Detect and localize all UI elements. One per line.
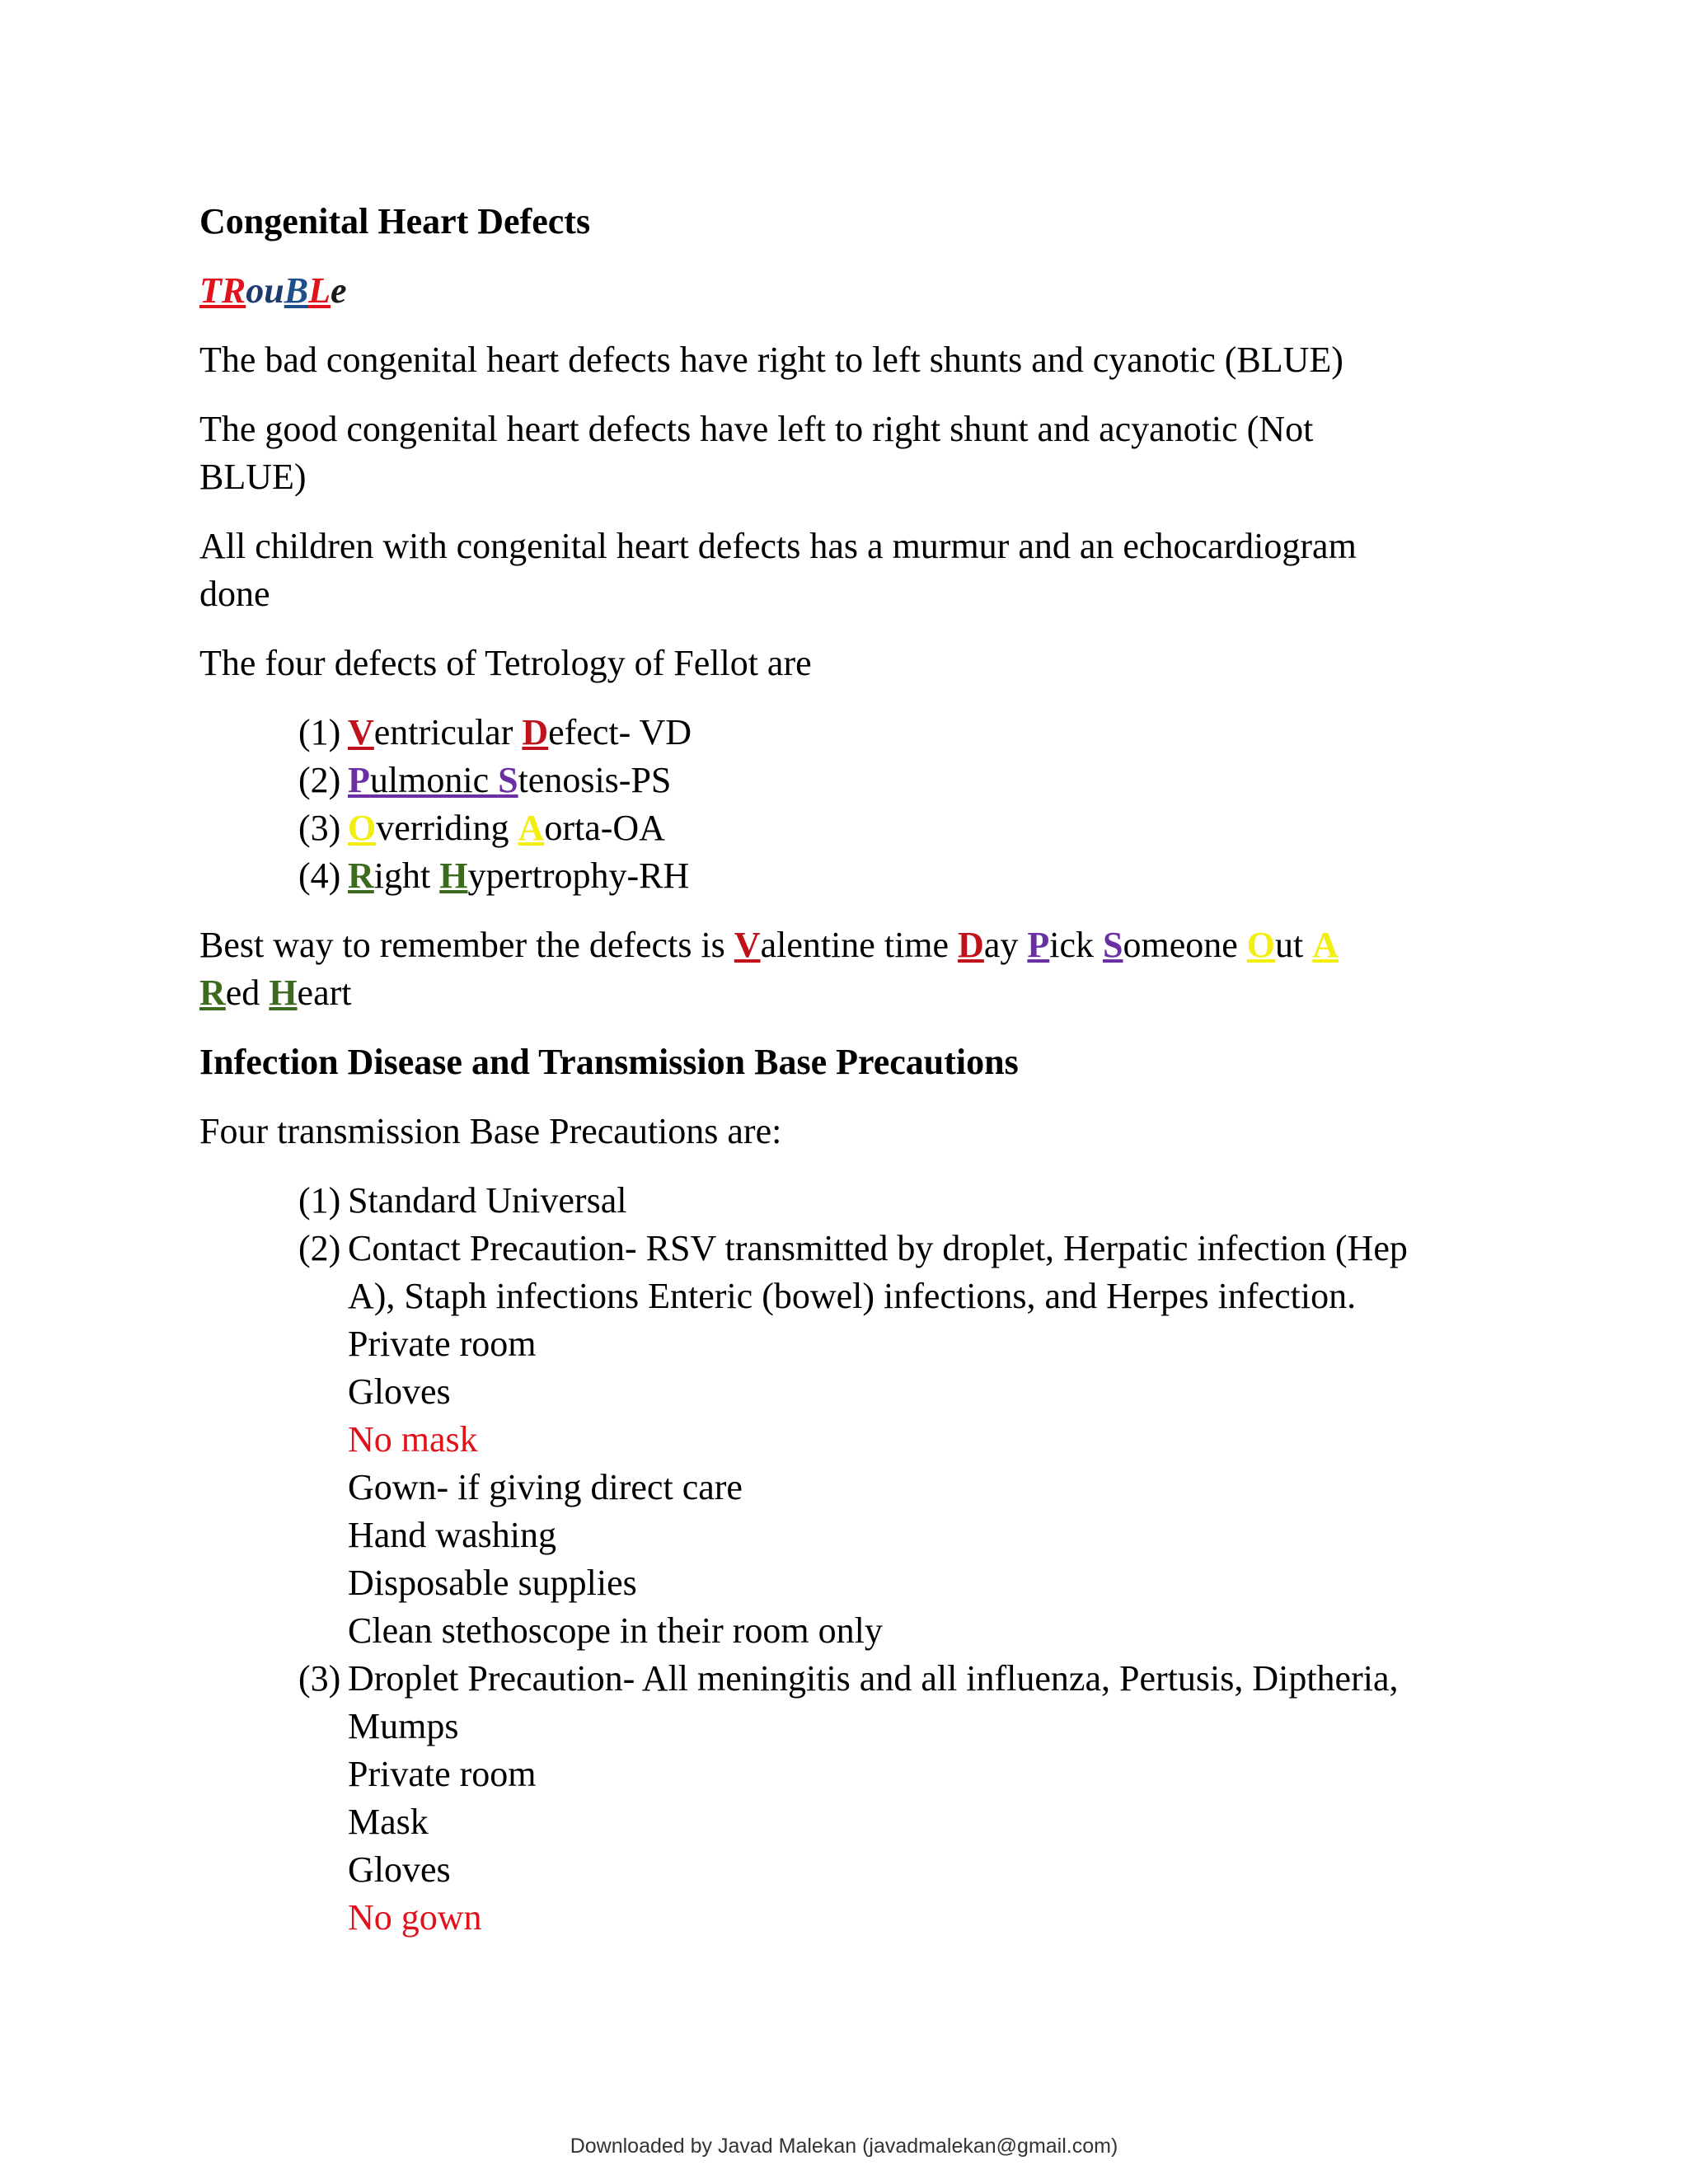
mnemonic-letter-t: T — [199, 270, 222, 311]
tetralogy-defects-list — [199, 709, 1502, 900]
sub-item: Gloves — [348, 1371, 451, 1412]
mnemonic-letter: H — [269, 972, 298, 1013]
text-fragment: ypertrophy-RH — [467, 855, 690, 896]
sub-item: Disposable supplies — [348, 1563, 637, 1603]
paragraph-line: BLUE) — [199, 457, 307, 497]
sub-item: Gloves — [348, 1849, 451, 1890]
text-fragment: ulmonic — [369, 760, 499, 800]
mnemonic-letter-r: R — [221, 270, 246, 311]
text-fragment: ight — [373, 855, 440, 896]
paragraph-good-defects — [199, 405, 1502, 501]
paragraph-precautions-intro: Four transmission Base Precautions are: — [199, 1111, 782, 1151]
list-number: (2) — [298, 760, 341, 800]
list-item — [298, 1177, 1502, 1225]
sub-item: Private room — [348, 1324, 537, 1364]
precautions-list — [199, 1177, 1502, 1942]
list-number: (3) — [298, 1658, 341, 1699]
text-fragment: tenosis-PS — [518, 760, 672, 800]
text-fragment: ut — [1275, 925, 1313, 965]
text-fragment: omeone — [1123, 925, 1247, 965]
mnemonic-letter: O — [348, 808, 377, 848]
mnemonic-letter: R — [199, 972, 226, 1013]
list-number: (2) — [298, 1228, 341, 1268]
heading-congenital-heart-defects: Congenital Heart Defects — [199, 201, 591, 241]
sub-item: Gown- if giving direct care — [348, 1467, 743, 1507]
sub-item: Hand washing — [348, 1515, 556, 1555]
text-fragment: orta-OA — [544, 808, 665, 848]
text-fragment: efect- VD — [548, 712, 692, 752]
mnemonic-letter: A — [1312, 925, 1339, 965]
sub-item: Mask — [348, 1802, 429, 1842]
mnemonic-letter: D — [958, 925, 984, 965]
text-fragment: ick — [1049, 925, 1104, 965]
list-item — [298, 804, 1502, 852]
list-item — [298, 1225, 1502, 1655]
list-item-text: Standard Universal — [348, 1180, 627, 1221]
paragraph-line: The good congenital heart defects have left to right shunt and acyanotic (Not — [199, 409, 1314, 449]
paragraph-remember — [199, 921, 1502, 1017]
list-item-text — [348, 852, 1502, 900]
mnemonic-letter: P — [1027, 925, 1050, 965]
sub-item: Clean stethoscope in their room only — [348, 1610, 883, 1651]
mnemonic-letter: S — [1103, 925, 1123, 965]
list-item — [298, 852, 1502, 900]
list-number: (1) — [298, 712, 341, 752]
list-item-text — [348, 709, 1502, 757]
list-item — [298, 709, 1502, 757]
list-number: (1) — [298, 1180, 341, 1221]
list-number: (3) — [298, 808, 341, 848]
list-item — [298, 1655, 1502, 1942]
list-item-text — [348, 757, 1502, 804]
list-item-line: Droplet Precaution- All meningitis and all influenza, Pertusis, Diptheria, — [348, 1658, 1399, 1699]
text-fragment: eart — [297, 972, 352, 1013]
mnemonic-letter: D — [522, 712, 549, 752]
list-number: (4) — [298, 855, 341, 896]
text-fragment: Best way to remember the defects is — [199, 925, 734, 965]
mnemonic-letter: O — [1246, 925, 1276, 965]
list-item-text — [348, 804, 1502, 852]
mnemonic-letters-ou: ou — [246, 270, 284, 311]
list-item-line: A), Staph infections Enteric (bowel) infections, and Herpes infection. — [348, 1276, 1357, 1316]
text-fragment: alentine time — [760, 925, 959, 965]
mnemonic-letter: V — [734, 925, 761, 965]
sub-item: No gown — [348, 1897, 482, 1938]
trouble-mnemonic — [199, 267, 1502, 315]
paragraph-bad-defects: The bad congenital heart defects have right to left shunts and cyanotic (BLUE) — [199, 340, 1343, 380]
mnemonic-letter: P — [348, 760, 370, 800]
mnemonic-letter: R — [348, 855, 374, 896]
list-item-line: Contact Precaution- RSV transmitted by droplet, Herpatic infection (Hep — [348, 1228, 1408, 1268]
text-fragment: entricular — [373, 712, 523, 752]
mnemonic-letter-b: B — [284, 270, 309, 311]
list-item-text — [348, 1225, 1502, 1655]
text-fragment: ay — [983, 925, 1028, 965]
list-item-text — [348, 1655, 1502, 1942]
list-item — [298, 757, 1502, 804]
paragraph-tetralogy-intro: The four defects of Tetrology of Fellot are — [199, 643, 812, 683]
mnemonic-letter: S — [498, 760, 518, 800]
list-item-line: Mumps — [348, 1706, 459, 1746]
mnemonic-letter: A — [518, 808, 545, 848]
mnemonic-letter: V — [348, 712, 374, 752]
document-content — [199, 198, 1502, 1942]
text-fragment: ed — [225, 972, 270, 1013]
sub-item: Private room — [348, 1754, 537, 1794]
mnemonic-letter-e: e — [330, 270, 347, 311]
mnemonic-letter-l: L — [308, 270, 331, 311]
sub-item: No mask — [348, 1419, 478, 1460]
mnemonic-letter: H — [439, 855, 468, 896]
paragraph-murmur — [199, 523, 1502, 618]
paragraph-line: All children with congenital heart defects has a murmur and an echocardiogram — [199, 526, 1357, 566]
heading-infection-disease: Infection Disease and Transmission Base Precautions — [199, 1042, 1019, 1082]
download-footer: Downloaded by Javad Malekan (javadmalekan@gmail.com) — [570, 2135, 1118, 2158]
paragraph-line: done — [199, 574, 270, 614]
text-fragment: verriding — [376, 808, 518, 848]
